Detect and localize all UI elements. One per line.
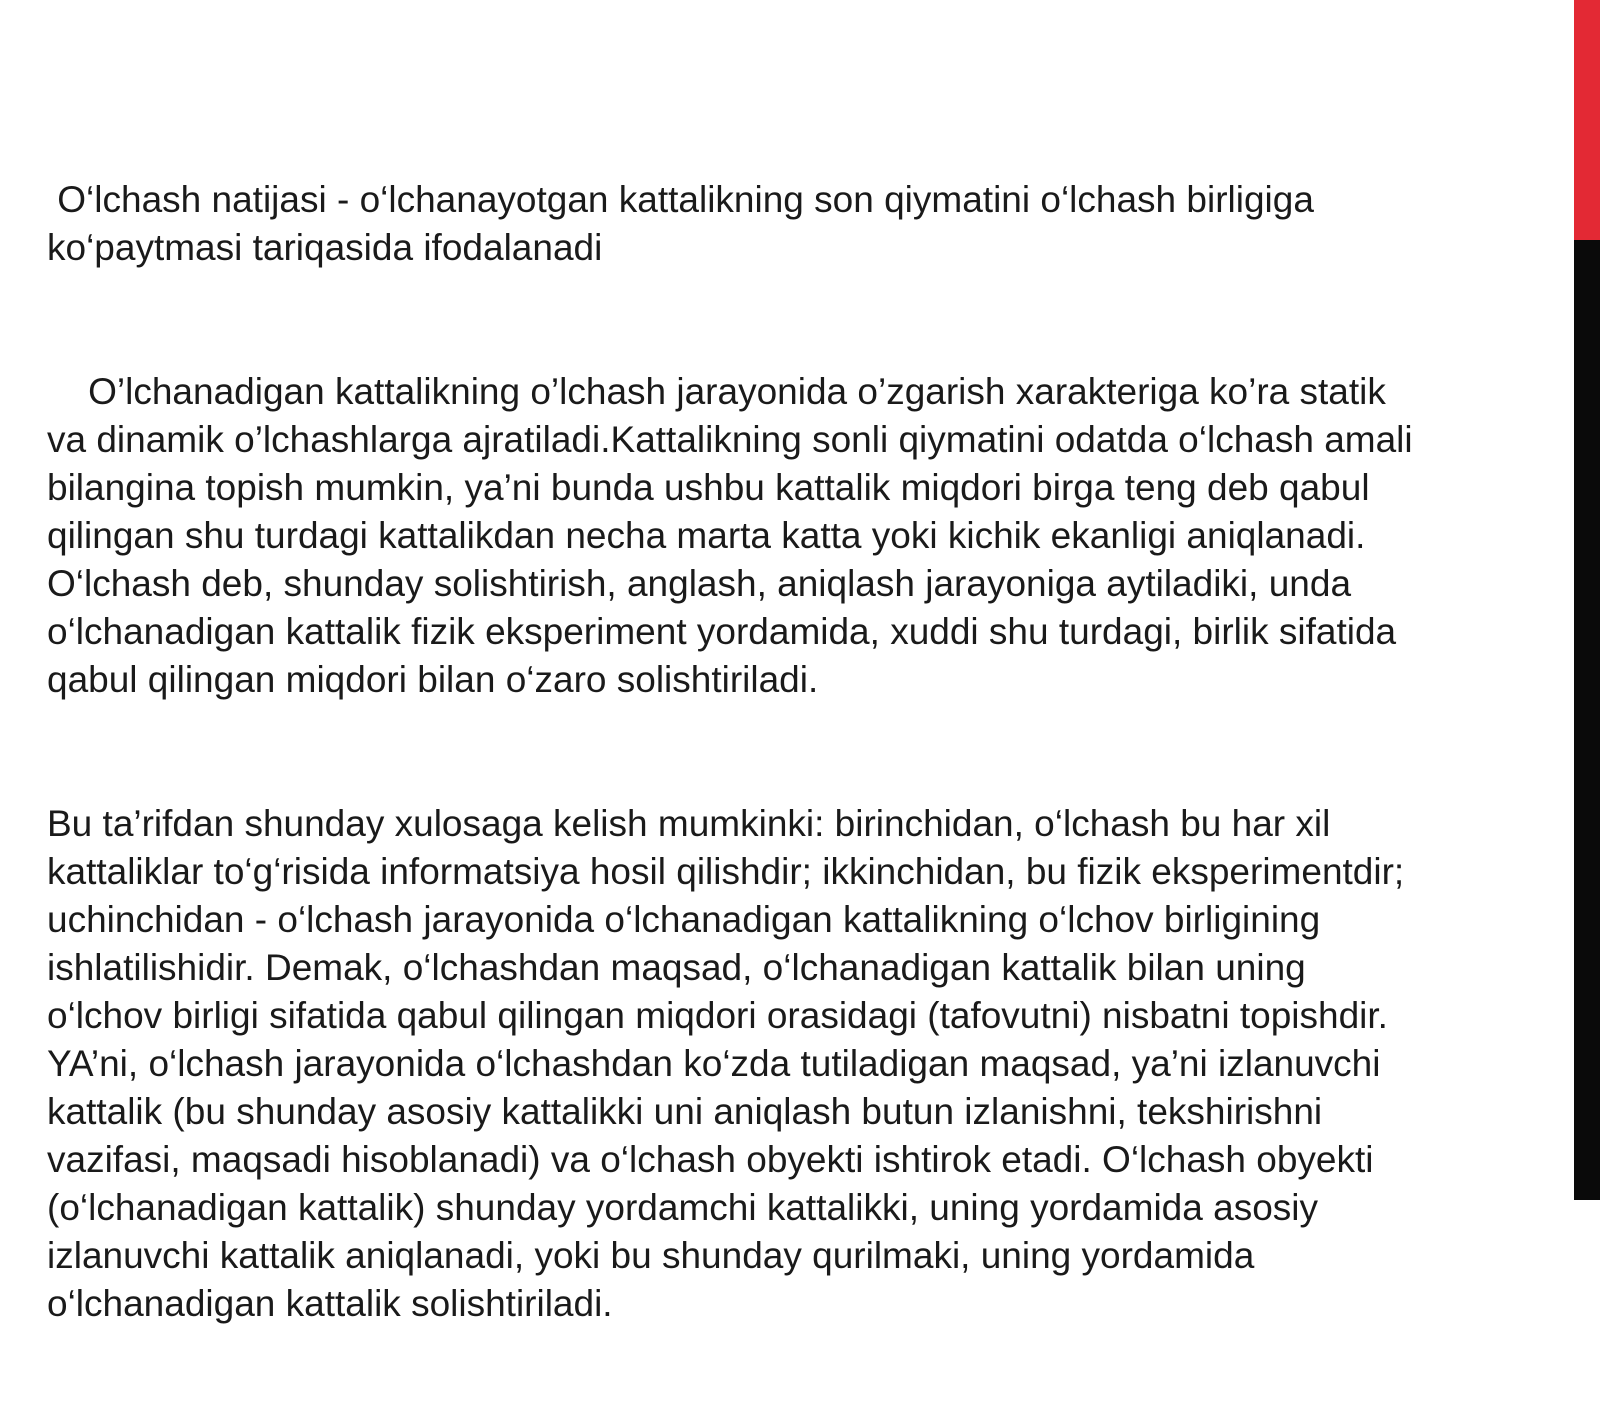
side-bar-base	[1574, 240, 1600, 1200]
slide-body-text	[47, 80, 1537, 1424]
side-bar-accent	[1574, 0, 1600, 240]
paragraph-measurement-result: O‘lchash natijasi - o‘lchanayotgan kattalikning son qiymatini o‘lchash birligiga ko‘paytmasi tariqasida ifodalanadi	[47, 179, 1314, 268]
decorative-side-bar	[1574, 0, 1600, 1200]
paragraph-static-dynamic: O’lchanadigan kattalikning o’lchash jarayonida o’zgarish xarakteriga ko’ra statik va dinamik o’lchashlarga ajratiladi.Kattalikning sonli qiymatini odatda o‘lchash amali bilangina topish mumkin, ya’ni bunda ushbu kattalik miqdori birga teng deb qabul qilingan shu turdagi kattalikdan necha marta katta yoki kichik ekanligi aniqlanadi. O‘lchash deb, shunday solishtirish, anglash, aniqlash jarayoniga aytiladiki, unda o‘lchanadigan kattalik fizik eksperiment yordamida, xuddi shu turdagi, birlik sifatida qabul qilingan miqdori bilan o‘zaro solishtiriladi.	[47, 371, 1413, 700]
paragraph-definition-conclusion: Bu ta’rifdan shunday xulosaga kelish mumkinki: birinchidan, o‘lchash bu har xil kattaliklar to‘g‘risida informatsiya hosil qilishdir; ikkinchidan, bu fizik eksperimentdir; uchinchidan - o‘lchash jarayonida o‘lchanadigan kattalikning o‘lchov birligining ishlatilishidir. Demak, o‘lchashdan maqsad, o‘lchanadigan kattalik bilan uning o‘lchov birligi sifatida qabul qilingan miqdori orasidagi (tafovutni) nisbatni topishdir. YA’ni, o‘lchash jarayonida o‘lchashdan ko‘zda tutiladigan maqsad, ya’ni izlanuvchi kattalik (bu shunday asosiy kattalikki uni aniqlash butun izlanishni, tekshirishni vazifasi, maqsadi hisoblanadi) va o‘lchash obyekti ishtirok etadi. O‘lchash obyekti (o‘lchanadigan kattalik) shunday yordamchi kattalikki, uning yordamida asosiy izlanuvchi kattalik aniqlanadi, yoki bu shunday qurilmaki, uning yordamida o‘lchanadigan kattalik solishtiriladi.	[47, 803, 1405, 1324]
